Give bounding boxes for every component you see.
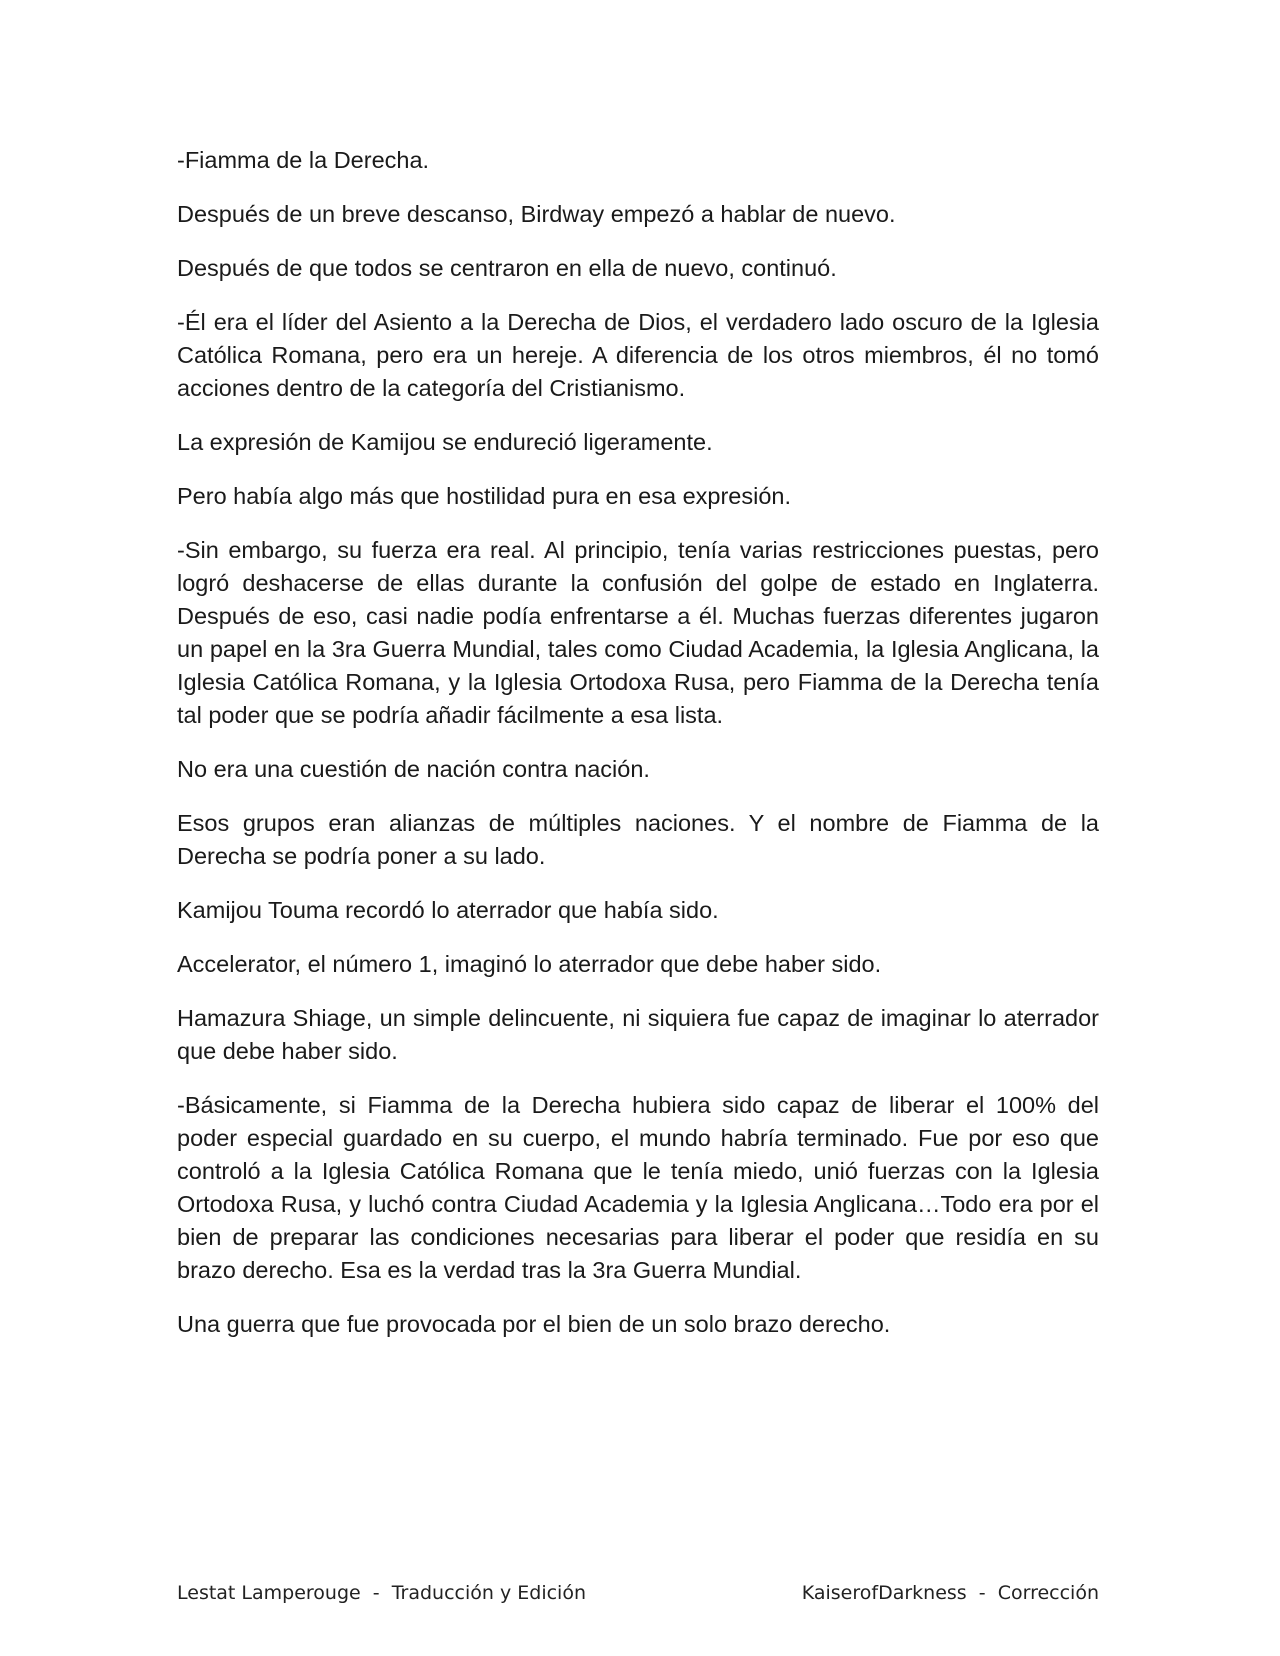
footer-credit-translation: Lestat Lamperouge - Traducción y Edición bbox=[177, 1582, 587, 1604]
paragraph: Kamijou Touma recordó lo aterrador que había sido. bbox=[177, 897, 719, 923]
page-footer bbox=[177, 1582, 1099, 1604]
paragraph: No era una cuestión de nación contra nación. bbox=[177, 756, 650, 782]
paragraph: Después de un breve descanso, Birdway empezó a hablar de nuevo. bbox=[177, 201, 896, 227]
paragraph: Esos grupos eran alianzas de múltiples naciones. Y el nombre de Fiamma de la Derecha se podría poner a su lado. bbox=[177, 810, 1099, 869]
paragraph: La expresión de Kamijou se endureció ligeramente. bbox=[177, 429, 713, 455]
paragraph: Una guerra que fue provocada por el bien de un solo brazo derecho. bbox=[177, 1311, 891, 1337]
footer-credit-proofreading: KaiserofDarkness - Corrección bbox=[801, 1582, 1099, 1604]
paragraph: -Sin embargo, su fuerza era real. Al principio, tenía varias restricciones puestas, pero logró deshacerse de ellas durante la confusión del golpe de estado en Inglaterra. Después de eso, casi nadie podía enfrentarse a él. Muchas fuerzas diferentes jugaron un papel en la 3ra Guerra Mundial, tales como Ciudad Academia, la Iglesia Anglicana, la Iglesia Católica Romana, y la Iglesia Ortodoxa Rusa, pero Fiamma de la Derecha tenía tal poder que se podría añadir fácilmente a esa lista. bbox=[177, 537, 1099, 728]
paragraph: -Básicamente, si Fiamma de la Derecha hubiera sido capaz de liberar el 100% del poder especial guardado en su cuerpo, el mundo habría terminado. Fue por eso que controló a la Iglesia Católica Romana que le tenía miedo, unió fuerzas con la Iglesia Ortodoxa Rusa, y luchó contra Ciudad Academia y la Iglesia Anglicana…Todo era por el bien de preparar las condiciones necesarias para liberar el poder que residía en su brazo derecho. Esa es la verdad tras la 3ra Guerra Mundial. bbox=[177, 1092, 1099, 1283]
paragraph: Accelerator, el número 1, imaginó lo aterrador que debe haber sido. bbox=[177, 951, 882, 977]
paragraph: Después de que todos se centraron en ella de nuevo, continuó. bbox=[177, 255, 837, 281]
paragraph: Pero había algo más que hostilidad pura en esa expresión. bbox=[177, 483, 792, 509]
paragraph: -Fiamma de la Derecha. bbox=[177, 147, 430, 173]
paragraph: Hamazura Shiage, un simple delincuente, ni siquiera fue capaz de imaginar lo aterrador que debe haber sido. bbox=[177, 1005, 1099, 1064]
paragraph: -Él era el líder del Asiento a la Derecha de Dios, el verdadero lado oscuro de la Iglesia Católica Romana, pero era un hereje. A diferencia de los otros miembros, él no tomó acciones dentro de la categoría del Cristianismo. bbox=[177, 309, 1099, 401]
document-body bbox=[177, 144, 1099, 1362]
